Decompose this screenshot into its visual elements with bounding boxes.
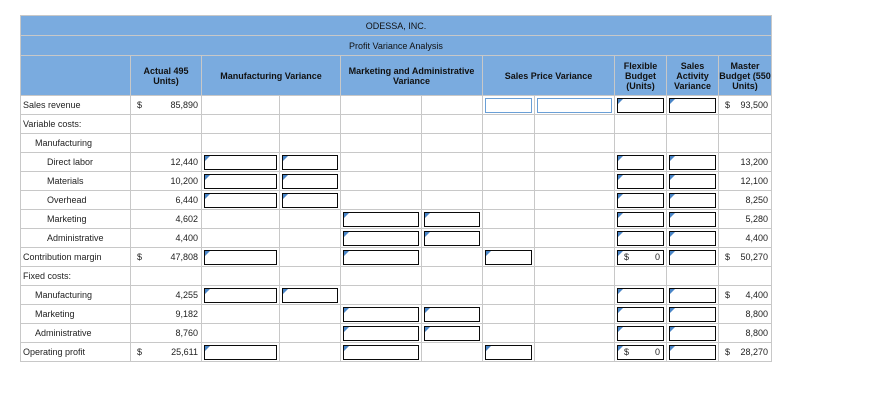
header-manufacturing-variance: Manufacturing Variance [202,56,341,96]
actual-sales-revenue: $ 85,890 [131,96,202,115]
flexible-cm-input[interactable]: $ 0 [615,248,667,267]
header-master-budget: Master Budget (550 Units) [719,56,772,96]
mkt-variance-marketing-type-input[interactable] [422,210,483,229]
row-label-fixed-marketing: Marketing [21,305,131,324]
row-label-contribution-margin: Contribution margin [21,248,131,267]
sales-activity-fixed-marketing-input[interactable] [667,305,719,324]
master-administrative: 4,400 [719,229,772,248]
sales-activity-direct-labor-input[interactable] [667,153,719,172]
flexible-sales-revenue-input[interactable] [615,96,667,115]
sales-activity-fixed-mfg-input[interactable] [667,286,719,305]
sales-price-variance-op-profit-input[interactable] [483,343,535,362]
mkt-variance-fixed-admin-type-input[interactable] [422,324,483,343]
row-label-fixed-administrative: Administrative [21,324,131,343]
row-label-overhead: Overhead [21,191,131,210]
mfg-variance-op-profit-input[interactable] [202,343,280,362]
actual-fixed-marketing: 9,182 [131,305,202,324]
master-fixed-administrative: 8,800 [719,324,772,343]
header-sales-price-variance: Sales Price Variance [483,56,615,96]
mkt-variance-fixed-admin-input[interactable] [341,324,422,343]
row-label-operating-profit: Operating profit [21,343,131,362]
mfg-variance-direct-labor-type-input[interactable] [280,153,341,172]
flexible-materials-input[interactable] [615,172,667,191]
mfg-variance-overhead-type-input[interactable] [280,191,341,210]
actual-fixed-manufacturing: 4,255 [131,286,202,305]
actual-fixed-administrative: 8,760 [131,324,202,343]
sales-price-variance-cm-input[interactable] [483,248,535,267]
row-label-manufacturing-group: Manufacturing [21,134,131,153]
mkt-variance-cm-input[interactable] [341,248,422,267]
master-fixed-manufacturing: $ 4,400 [719,286,772,305]
flexible-fixed-mfg-input[interactable] [615,286,667,305]
master-fixed-marketing: 8,800 [719,305,772,324]
master-operating-profit: $ 28,270 [719,343,772,362]
actual-contribution-margin: $ 47,808 [131,248,202,267]
company-name: ODESSA, INC. [365,20,427,31]
sales-activity-overhead-input[interactable] [667,191,719,210]
row-label-fixed-costs: Fixed costs: [21,267,131,286]
mfg-variance-fixed-mfg-type-input[interactable] [280,286,341,305]
mkt-variance-marketing-input[interactable] [341,210,422,229]
header-actual: Actual 495 Units) [131,56,202,96]
flexible-fixed-marketing-input[interactable] [615,305,667,324]
mfg-variance-materials-type-input[interactable] [280,172,341,191]
mfg-variance-fixed-mfg-input[interactable] [202,286,280,305]
master-contribution-margin: $ 50,270 [719,248,772,267]
label-header [21,56,131,96]
actual-materials: 10,200 [131,172,202,191]
master-sales-revenue: $ 93,500 [719,96,772,115]
mkt-variance-fixed-marketing-input[interactable] [341,305,422,324]
master-direct-labor: 13,200 [719,153,772,172]
flexible-marketing-input[interactable] [615,210,667,229]
sales-activity-cm-input[interactable] [667,248,719,267]
header-sales-activity-variance: Sales Activity Variance [667,56,719,96]
master-overhead: 8,250 [719,191,772,210]
sales-activity-revenue-input[interactable] [667,96,719,115]
report-subtitle [21,36,772,56]
sales-activity-materials-input[interactable] [667,172,719,191]
mfg-variance-direct-labor-input[interactable] [202,153,280,172]
master-marketing: 5,280 [719,210,772,229]
mkt-variance-fixed-marketing-type-input[interactable] [422,305,483,324]
sales-activity-marketing-input[interactable] [667,210,719,229]
sales-activity-op-profit-input[interactable] [667,343,719,362]
row-label-fixed-manufacturing: Manufacturing [21,286,131,305]
mfg-variance-materials-input[interactable] [202,172,280,191]
actual-overhead: 6,440 [131,191,202,210]
variance-table [20,15,772,362]
sales-activity-fixed-admin-input[interactable] [667,324,719,343]
actual-administrative: 4,400 [131,229,202,248]
mfg-variance-overhead-input[interactable] [202,191,280,210]
row-label-variable-costs: Variable costs: [21,115,131,134]
actual-operating-profit: $ 25,611 [131,343,202,362]
flexible-overhead-input[interactable] [615,191,667,210]
row-label-marketing: Marketing [21,210,131,229]
actual-marketing: 4,602 [131,210,202,229]
report-name: Profit Variance Analysis [349,40,443,51]
flexible-fixed-admin-input[interactable] [615,324,667,343]
row-label-direct-labor: Direct labor [21,153,131,172]
mfg-variance-cm-input[interactable] [202,248,280,267]
report-title [21,16,772,36]
header-marketing-admin-variance: Marketing and Administrative Variance [341,56,483,96]
row-label-sales-revenue: Sales revenue [21,96,131,115]
flexible-direct-labor-input[interactable] [615,153,667,172]
row-label-administrative: Administrative [21,229,131,248]
actual-direct-labor: 12,440 [131,153,202,172]
mkt-variance-administrative-type-input[interactable] [422,229,483,248]
row-label-materials: Materials [21,172,131,191]
flexible-administrative-input[interactable] [615,229,667,248]
flexible-op-profit-input[interactable]: $ 0 [615,343,667,362]
header-flexible-budget: Flexible Budget (Units) [615,56,667,96]
mkt-variance-administrative-input[interactable] [341,229,422,248]
sales-activity-administrative-input[interactable] [667,229,719,248]
sales-price-variance-type-input[interactable] [535,96,615,115]
mkt-variance-op-profit-input[interactable] [341,343,422,362]
sales-price-variance-amount-input[interactable] [483,96,535,115]
master-materials: 12,100 [719,172,772,191]
